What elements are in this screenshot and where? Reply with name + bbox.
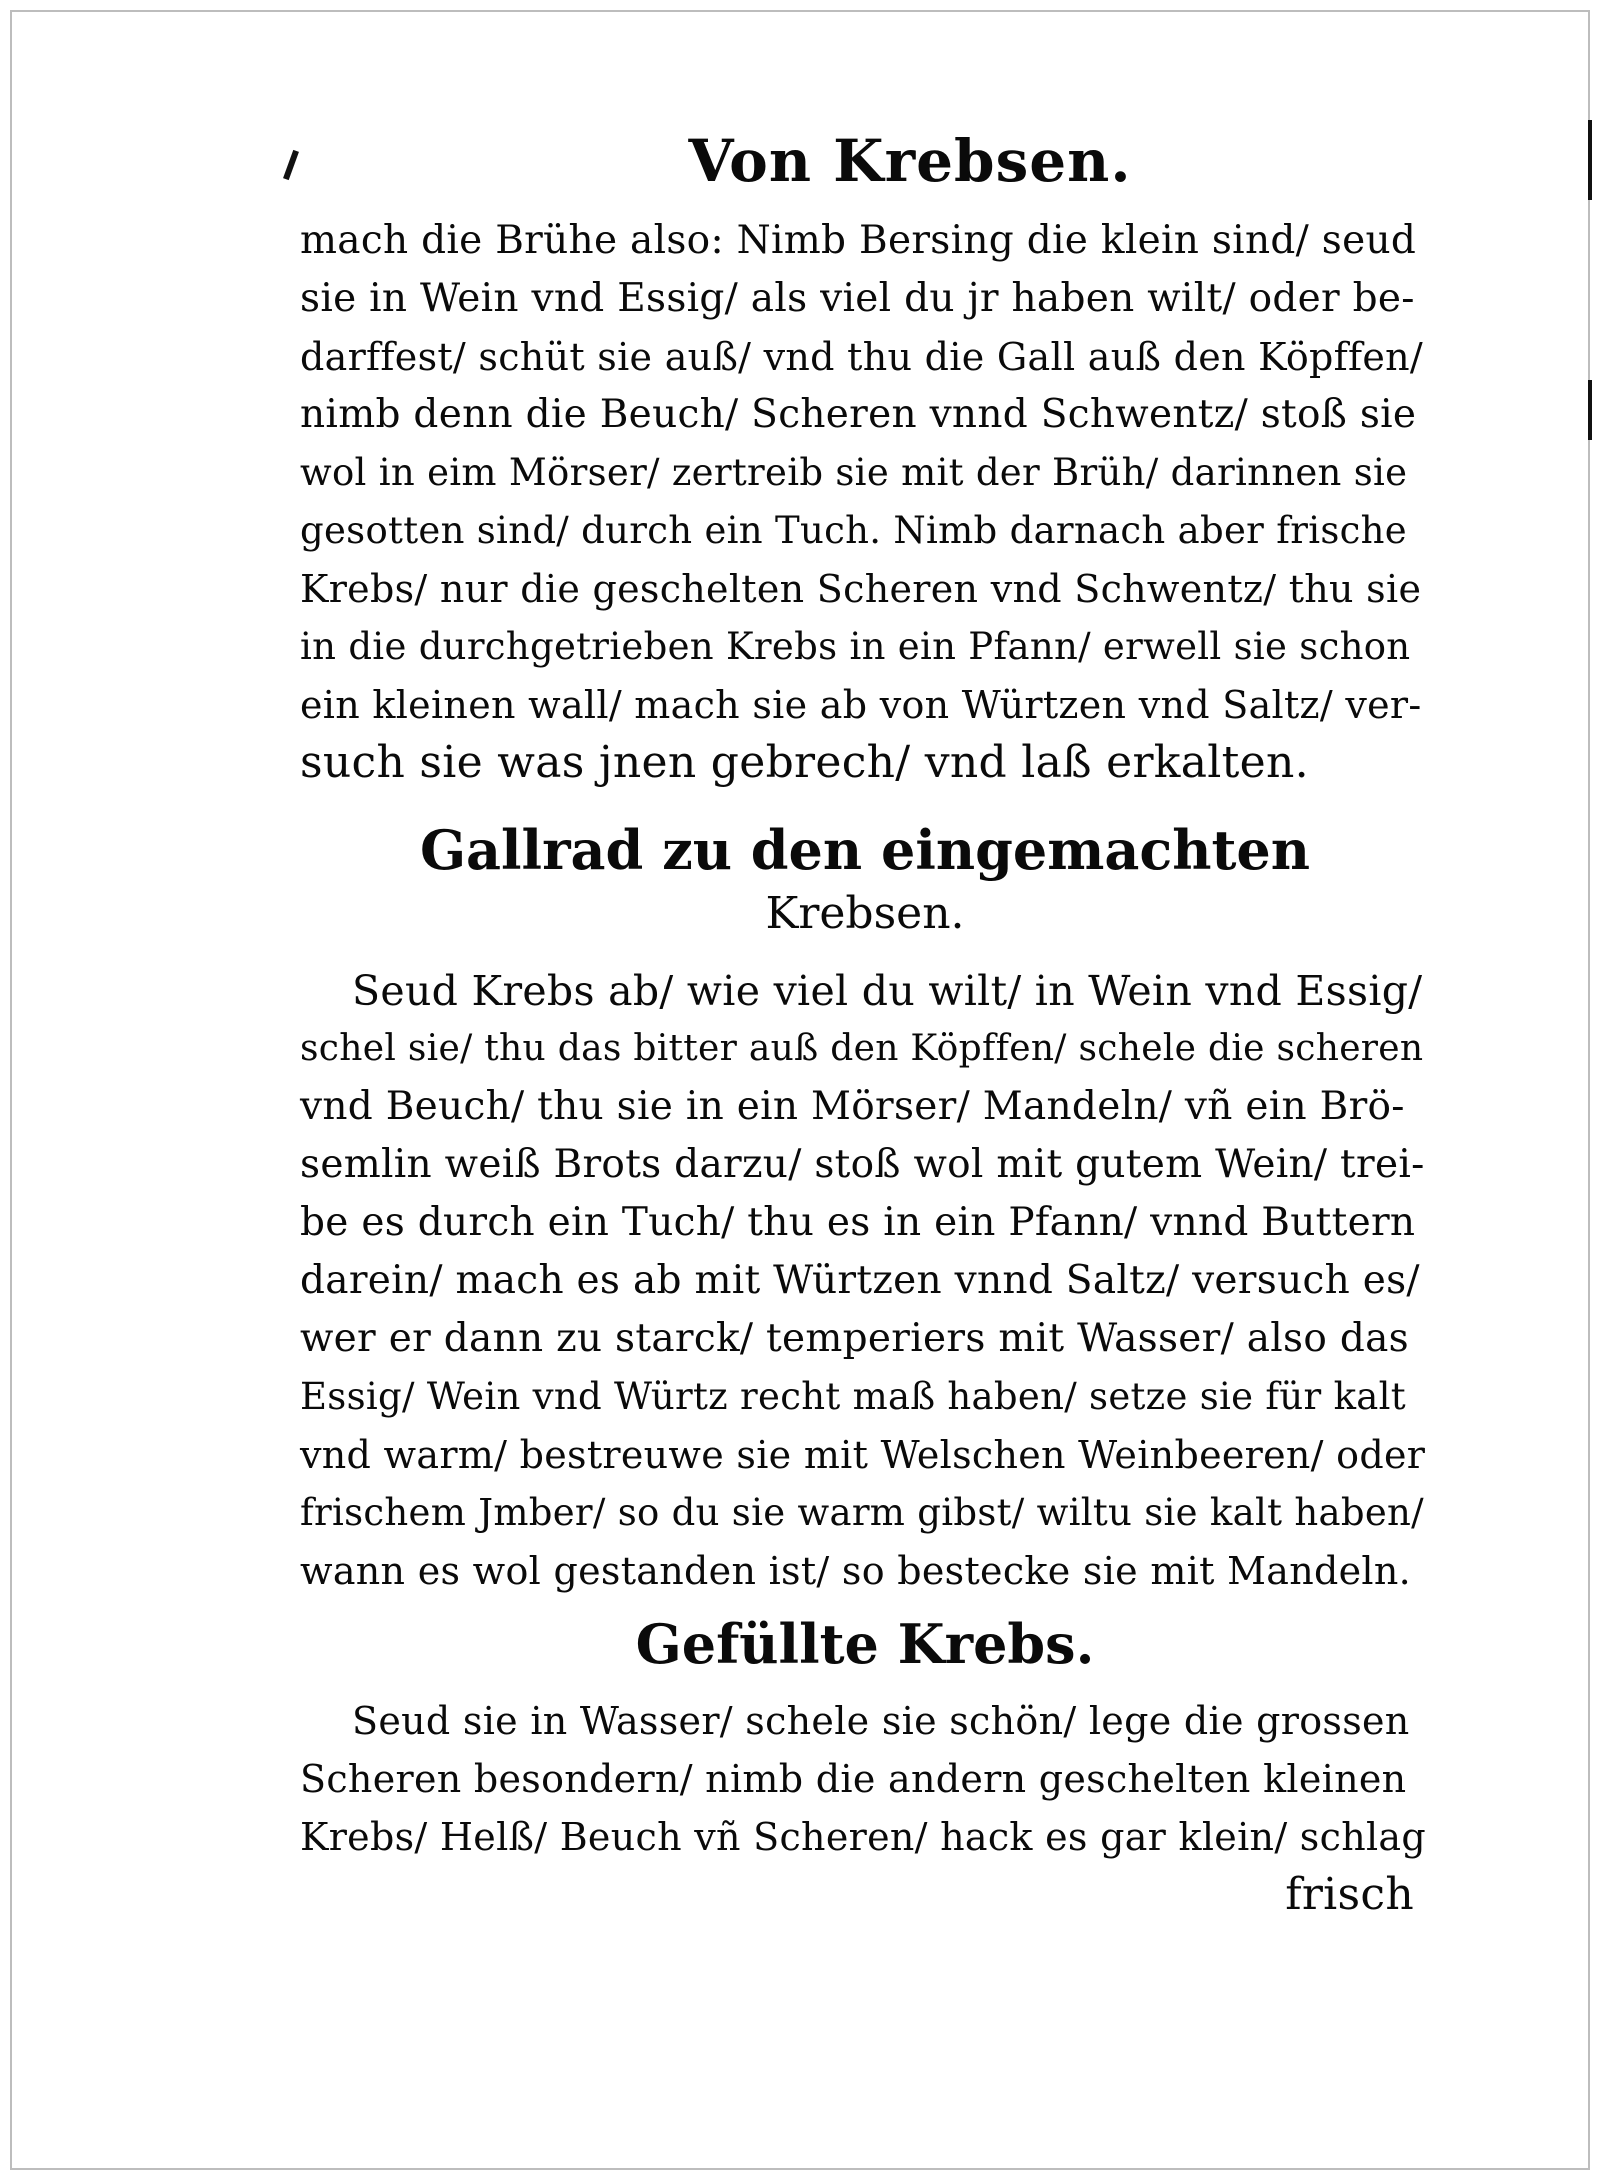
- text-line: wer er dann zu starck/ temperiers mit Wasser/ also das: [300, 1316, 1409, 1361]
- scan-mark-right-mid: [1588, 380, 1592, 440]
- text-line: darffest/ schüt sie auß/ vnd thu die Gall auß den Köpffen/: [300, 335, 1424, 379]
- book-page: [300, 120, 1430, 1924]
- text-line: ein kleinen wall/ mach sie ab von Würtzen vnd Saltz/ ver-: [300, 683, 1422, 727]
- catchword: frisch: [1285, 1869, 1414, 1920]
- running-head: Von Krebsen.: [688, 127, 1132, 195]
- text-line: frischem Jmber/ so du sie warm gibst/ wiltu sie kalt haben/: [300, 1491, 1424, 1534]
- text-line: be es durch ein Tuch/ thu es in ein Pfann/ vnnd Buttern: [300, 1200, 1416, 1245]
- text-line: vnd Beuch/ thu sie in ein Mörser/ Mandeln/ vñ ein Brö-: [300, 1084, 1405, 1129]
- text-line: semlin weiß Brots darzu/ stoß wol mit gutem Wein/ trei-: [300, 1142, 1425, 1187]
- text-line: Scheren besondern/ nimb die andern geschelten kleinen: [300, 1757, 1407, 1801]
- text-line: wol in eim Mörser/ zertreib sie mit der Brüh/ darinnen sie: [300, 451, 1408, 494]
- text-line: vnd warm/ bestreuwe sie mit Welschen Weinbeeren/ oder: [300, 1433, 1426, 1477]
- text-line: gesotten sind/ durch ein Tuch. Nimb darnach aber frische: [300, 509, 1407, 552]
- text-line: Krebs/ nur die geschelten Scheren vnd Schwentz/ thu sie: [300, 567, 1422, 611]
- text-line: darein/ mach es ab mit Würtzen vnnd Saltz/ versuch es/: [300, 1258, 1420, 1303]
- text-line: Seud sie in Wasser/ schele sie schön/ lege die grossen: [352, 1699, 1410, 1743]
- text-line: sie in Wein vnd Essig/ als viel du jr haben wilt/ oder be-: [300, 276, 1415, 321]
- section-subheading-krebsen: Krebsen.: [765, 888, 965, 939]
- text-line: such sie was jnen gebrech/ vnd laß erkalten.: [300, 737, 1309, 788]
- text-line: wann es wol gestanden ist/ so bestecke sie mit Mandeln.: [300, 1549, 1412, 1593]
- scan-mark-right-top: [1588, 120, 1592, 200]
- text-line: in die durchgetrieben Krebs in ein Pfann/ erwell sie schon: [300, 625, 1411, 668]
- paragraph-gefuellte-krebs: [300, 1692, 1430, 1866]
- paragraph-brew: [300, 212, 1430, 792]
- text-line: Seud Krebs ab/ wie viel du wilt/ in Wein vnd Essig/: [352, 967, 1423, 1015]
- text-line: Krebs/ Helß/ Beuch vñ Scheren/ hack es gar klein/ schlag: [300, 1815, 1426, 1859]
- section-heading-gefuellte-krebs: Gefüllte Krebs.: [635, 1612, 1095, 1676]
- paragraph-gallrad: [300, 962, 1430, 1600]
- text-line: schel sie/ thu das bitter auß den Köpffen/ schele die scheren: [300, 1028, 1424, 1069]
- text-line: mach die Brühe also: Nimb Bersing die klein sind/ seud: [300, 218, 1417, 263]
- section-heading-gallrad: Gallrad zu den eingemachten: [419, 818, 1311, 882]
- text-line: Essig/ Wein vnd Würtz recht maß haben/ setze sie für kalt: [300, 1375, 1406, 1418]
- text-line: nimb denn die Beuch/ Scheren vnnd Schwentz/ stoß sie: [300, 392, 1417, 437]
